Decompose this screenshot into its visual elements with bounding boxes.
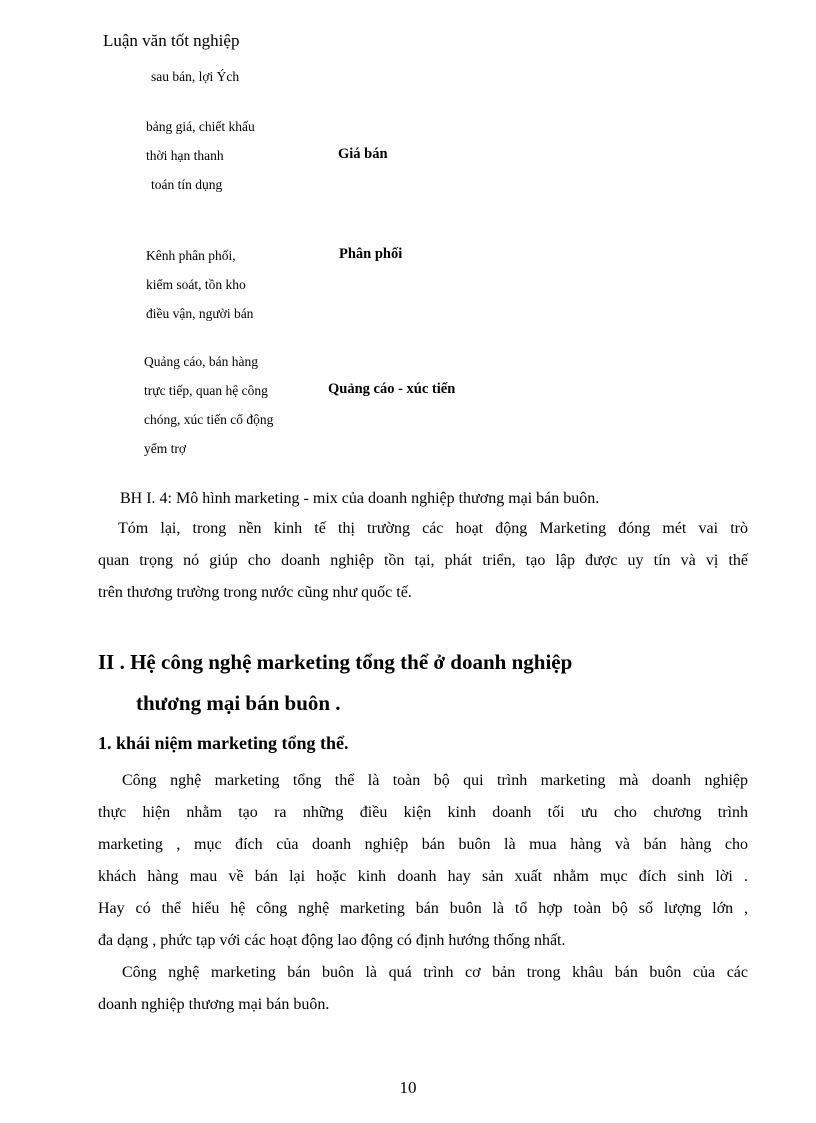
distribution-group-line: Kênh phân phối, [146,248,236,263]
paragraph-line: thực hiện nhằm tạo ra những điều kiện kinh doanh tối ưu cho chương trình [98,804,748,821]
paragraph-line: khách hàng mau về bán lại hoặc kinh doanh hay sản xuất nhằm mục đích sinh lời . [98,868,748,885]
distribution-label: Phân phối [339,246,403,262]
subsection-heading: 1. khái niệm marketing tổng thể. [98,733,349,753]
section-heading: II . Hệ công nghệ marketing tổng thể ở doanh nghiệp [98,650,573,674]
price-group-line: toán tín dụng [151,177,223,192]
summary-line: quan trọng nó giúp cho doanh nghiệp tồn tại, phát triển, tạo lập được uy tín và vị thế [98,552,748,569]
promotion-group-line: yểm trợ [144,441,187,456]
page-number: 10 [399,1078,417,1097]
summary-line: Tóm lại, trong nền kinh tế thị trường các hoạt động Marketing đóng mét vai trò [118,520,748,537]
promotion-group-line: chóng, xúc tiến cổ động [144,412,274,427]
paragraph-line: Công nghệ marketing tổng thể là toàn bộ qui trình marketing mà doanh nghiệp [122,772,748,789]
price-group-line: bảng giá, chiết khấu [146,119,255,134]
price-group-line: thời hạn thanh [146,148,224,163]
paragraph-line: Công nghệ marketing bán buôn là quá trình cơ bản trong khâu bán buôn của các [122,964,748,981]
paragraph-line: marketing , mục đích của doanh nghiệp bán buôn là mua hàng và bán hàng cho [98,836,748,853]
section-heading-continued: thương mại bán buôn . [136,691,341,715]
paragraph-line: doanh nghiệp thương mại bán buôn. [98,996,330,1013]
distribution-group-line: điều vận, người bán [146,306,254,321]
concept-paragraph [98,765,748,957]
promotion-group-line: Quảng cáo, bán hàng [144,354,258,369]
promotion-group-line: trực tiếp, quan hệ công [144,383,268,398]
summary-paragraph [98,513,748,609]
document-header: Luận văn tốt nghiệp [103,31,240,50]
figure-caption: BH I. 4: Mô hình marketing - mix của doanh nghiệp thương mại bán buôn. [120,490,600,507]
promotion-label: Quảng cáo - xúc tiến [328,381,456,397]
distribution-group-line: kiểm soát, tồn kho [146,277,246,292]
paragraph-line: đa dạng , phức tạp với các hoạt động lao động có định hướng thống nhất. [98,932,566,949]
summary-line: trên thương trường trong nước cũng như quốc tế. [98,584,412,601]
wholesale-paragraph [98,957,748,1021]
paragraph-line: Hay có thể hiểu hệ công nghệ marketing bán buôn là tổ hợp toàn bộ số lượng lớn , [98,900,748,917]
figure-top-note: sau bán, lợi Ých [151,69,240,84]
price-label: Giá bán [338,146,388,162]
